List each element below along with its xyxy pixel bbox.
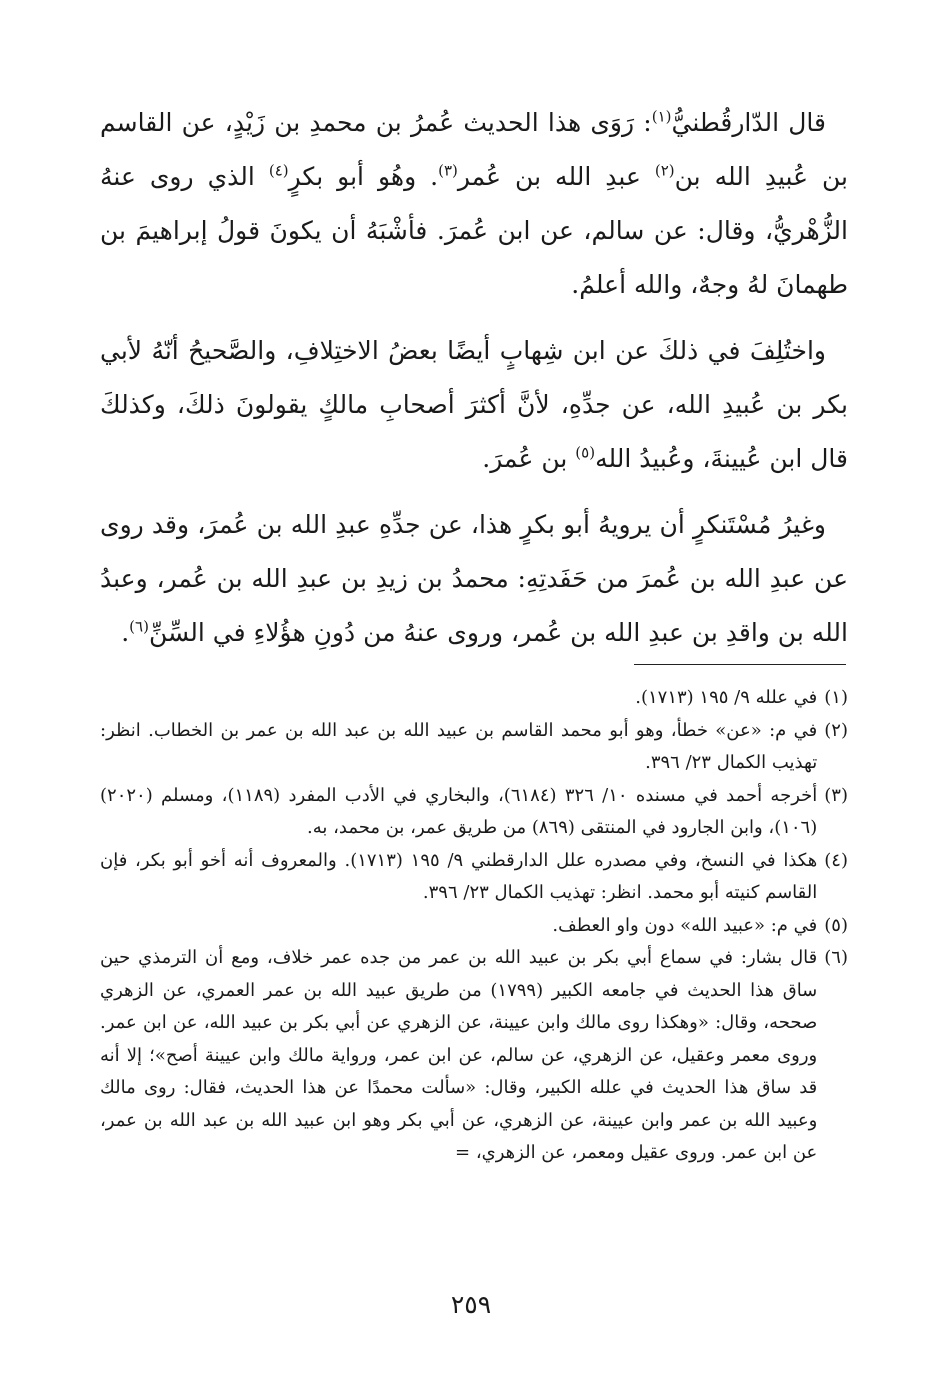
footnote-text: في علله ٩/ ١٩٥ (١٧١٣).	[635, 687, 818, 708]
footnote-text: في م: «عن» خطأ، وهو أبو محمد القاسم بن عبيد الله بن عبد الله بن عمر بن الخطاب. انظر: تهذيب الكمال ٢٣/ ٣٩٦.	[100, 719, 818, 773]
footnote-ref-3[interactable]: (٣)	[438, 161, 458, 180]
footnote-number: (٢)	[824, 719, 848, 741]
text-run: واختُلِفَ في ذلكَ عن ابن شِهابٍ أيضًا بعضُ الاختِلافِ، والصَّحيحُ أنّهُ لأبي بكر بن عُبيدِ الله، عن جدِّهِ، لأنَّ أكثرَ أصحابِ مالكٍ يقولونَ ذلكَ، وكذلكَ قال ابن عُيينةَ، وعُبيدُ الله	[100, 336, 848, 473]
text-run: .	[121, 618, 130, 647]
page-number: ٢٥٩	[450, 1290, 492, 1319]
footnote-text: هكذا في النسخ، وفي مصدره علل الدارقطني ٩/ ١٩٥ (١٧١٣). والمعروف أنه أخو أبو بكر، فإن القاسم كنيته أبو محمد. انظر: تهذيب الكمال ٢٣/ ٣٩٦.	[100, 849, 818, 903]
footnote-number: (٤)	[824, 849, 848, 871]
main-text	[100, 96, 848, 672]
text-run: : رَوَى هذا الحديث عُمرُ بن محمدِ بن زَيْدٍ، عن القاسم بن عُبيدِ الله بن	[100, 108, 848, 191]
footnote-2	[100, 715, 848, 780]
text-run: . وهُو أبو بكرٍ	[288, 162, 439, 191]
footnote-1	[100, 682, 848, 715]
footnote-ref-4[interactable]: (٤)	[268, 161, 289, 180]
footnote-6	[100, 942, 848, 1170]
paragraph-2	[100, 324, 848, 486]
footnote-ref-5[interactable]: (٥)	[575, 443, 596, 462]
footnote-number: (٦)	[824, 947, 848, 968]
footnote-text: قال بشار: في سماع أبي بكر بن عبيد الله بن عمر من جده عمر خلاف، ومع أن الترمذي حين ساق هذا الحديث في جامعه الكبير (١٧٩٩) من طريق عبيد الله بن عمر العمري، عن الزهري صححه، وقال: «وهكذا روى مالك وابن عيينة، عن الزهري عن أبي بكر بن عبيد الله، عن ابن عمر. وروى معمر وعقيل، عن الزهري، عن سالم، عن ابن عمر، ورواية مالك وابن عيينة أصح»؛ إلا أنه قد ساق هذا الحديث في علله الكبير، وقال: «سألت محمدًا عن هذا الحديث، فقال: روى مالك وعبيد الله بن عمر وابن عيينة، عن الزهري، عن أبي بكر وهو ابن عبيد الله بن عبد الله بن عمر، عن ابن عمر. وروى عقيل ومعمر، عن الزهري، =	[100, 947, 818, 1163]
footnote-text: في م: «عبيد الله» دون واو العطف.	[552, 914, 818, 936]
footnote-number: (٣)	[824, 784, 848, 806]
text-run: الذي روى عنهُ الزُّهْريُّ، وقال: عن سالم، عن ابن عُمرَ. فأشْبَهُ أن يكونَ قولُ إبراهيمَ بن طهمانَ لهُ وجهٌ، والله أعلمُ.	[100, 162, 848, 299]
footnote-divider	[634, 664, 846, 665]
footnote-5	[100, 910, 848, 943]
footnotes	[100, 682, 848, 1170]
text-run: قال الدّارقُطنيُّ	[671, 108, 826, 137]
footnote-ref-6[interactable]: (٦)	[129, 617, 149, 636]
footnote-ref-2[interactable]: (٢)	[654, 161, 675, 180]
text-run: بن عُمرَ.	[482, 444, 576, 473]
footnote-4	[100, 845, 848, 910]
footnote-text: أخرجه أحمد في مسنده ١٠/ ٣٢٦ (٦١٨٤)، والبخاري في الأدب المفرد (١١٨٩)، ومسلم (٢٠٢٠) (١٠٦)، وابن الجارود في المنتقى (٨٦٩) من طريق عمر، بن محمد، به.	[100, 784, 818, 838]
footnote-3	[100, 780, 848, 845]
text-run: عبدِ الله بن عُمر	[457, 162, 655, 191]
paragraph-3	[100, 498, 848, 660]
footnote-ref-1[interactable]: (١)	[651, 107, 672, 126]
paragraph-1	[100, 96, 848, 312]
text-run: وغيرُ مُسْتَنكرٍ أن يرويهُ أبو بكرٍ هذا، عن جدِّهِ عبدِ الله بن عُمرَ، وقد روى عن عبدِ الله بن عُمرَ من حَفَدتِهِ: محمدُ بن زيدِ بن عبدِ الله بن عُمر، وعبدُ الله بن واقدِ بن عبدِ الله بن عُمر، وروى عنهُ من دُونِ هؤُلاءِ في السِّنِّ	[100, 510, 848, 647]
footnote-number: (١)	[824, 687, 848, 708]
footnote-number: (٥)	[824, 914, 848, 936]
